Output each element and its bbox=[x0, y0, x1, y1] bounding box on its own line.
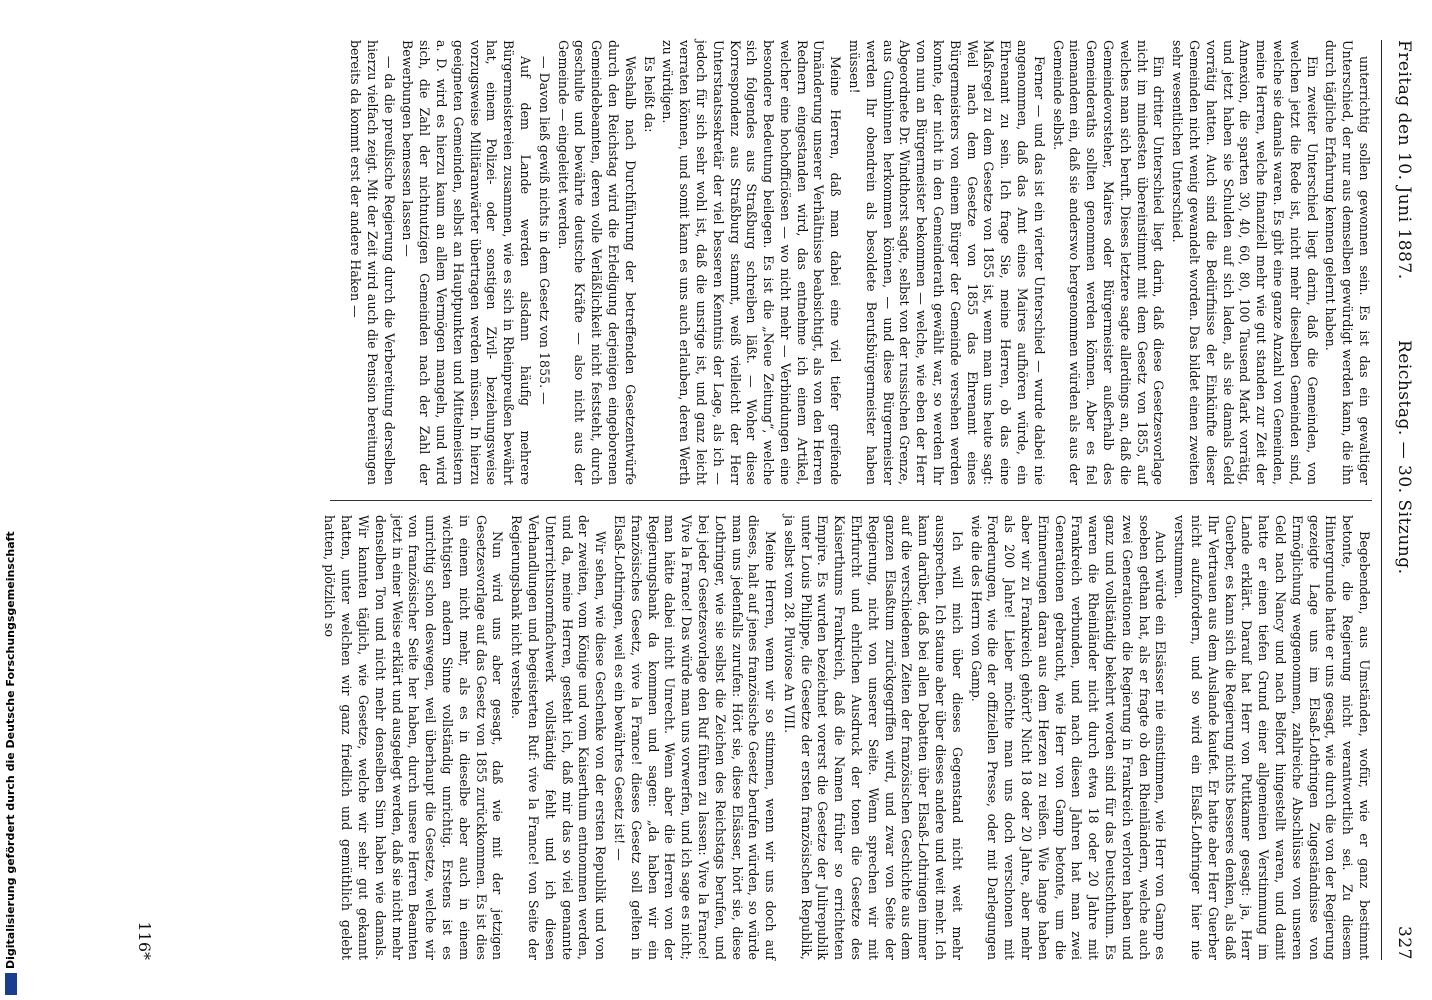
paragraph: Begebenden, aus Umständen, wofür, wie er ganz bestimmt betonte, die Regierung nicht verantwortlich sei. Zu diesem Hintergrunde hatte er uns gesagt, wie durch die von der Regierung gezeigte Lage uns im Elsaß-Lothringen Zugeständnisse von Ermöglichung weggenommen, zahlreiche Abschlüsse von unseren Geld nach Nancy und nach Belfort hingestellt waren, und damit hatte er einen tiefen Grund einer allgemeinen Verstimmung im Lande erklärt. Darauf hat Herr von Puttkamer gesagt: ja, Herr Guerber, es kann sich die Regierung nichts besseres denken, als daß Ihr Vertrauen aus dem Auslande kaufet. Er hatte aber Herr Guerber nicht aufzufordern, und so wird ein Elsaß-Lothringer hier nie verstummen. bbox=[1172, 515, 1372, 960]
header-title: Reichstag. — 30. Sitzung. bbox=[1394, 340, 1414, 575]
paragraph: — Davon ließ gewiß nichts in dem Gesetz von 1855. — bbox=[536, 56, 552, 405]
paragraph: Wir sehen, wie diese Geschenke von der ersten Republik und von der zweiten, vom Könige und vom Kaiserthum entnommen werden, und da, meine Herren, gesteht ich, daß mir das so viel genannte Unterrichtsnormfachwerk vollständig fehlt und ich diesen Verhandlungen und begeisterten Ruf: vive la France! von Seite der Regierungsbank nicht verstehe. bbox=[509, 515, 609, 960]
paragraph: Meine Herren, daß man dabei eine viel tiefer greifende Umänderung unserer Verhältnisse beabsichtigt, als von den Herren Rednern eingestanden wird, das entnehme ich einem Artikel, welcher eine hochofficiösen — wo nicht mehr — Verbindungen eine besondere Bedeutung beilegen. Es ist die „Neue Zeitung“, welche sich folgendes aus Straßburg schreiben läßt. — Woher diese Korrespondenz aus Straßburg stammt, weiß vielleicht der Herr Unterstaatssekretär der viel besseren Kenntnis der Lage, als ich — jedoch für sich sehr wohl ist, daß die unsrige ist, und ganz leicht verraten können, und somit kann es uns auch erlauben, deren Werth zu würdigen. bbox=[660, 40, 844, 485]
paragraph: Ein dritter Unterschied liegt darin, daß diese Gesetzesvorlage nicht im mindesten übereinstimmt mit dem Gesetz von 1855, auf welches man sich beruft. Dieses letztere sagte allerdings an, daß die Gemeindevorsteher, Maires oder Bürgermeister außerhalb des Gemeinderaths sollten genommen werden können. Aber es fiel niemandem ein, daß sie anderswo hergenommen würden als aus der Gemeinde selbst. bbox=[1050, 40, 1167, 485]
signature-mark: 116* bbox=[135, 921, 154, 960]
paragraph: Meine Herren, wenn wir so stimmen, wenn wir uns doch auf dieses, halt auf jenes französische Gesetz berufen würden, so würde man uns jedenfalls zurufen: Hört sie, diese Elsässer, hört sie, diese Lothringer, wie sie selbst die Zeichen des Reichstags berufen, und bei jeder Gesetzesvorlage den Ruf führen zu lassen: Vive la France! Vive la France! Das würde man uns vorwerfen, und ich sage es nicht; man hätte dabei nicht Unrecht. Wenn aber die Herren von der Regierungsbank da kommen und sagen: „da haben wir ein französisches Gesetz, vive la France! dieses Gesetz soll gelten in Elsaß-Lothringen, weil es ein bewährtes Gesetz ist! — bbox=[611, 515, 779, 960]
paragraph: Ich will mich über dieses Gegenstand nicht weit mehr aussprechen. Ich staune aber über dieses andere und weit mehr. Ich kann darüber, daß bei allen Debatten über Elsaß-Lothringen immer auf die verschiedenen Zeiten der französischen Geschichte aus dem ganzen Elsaßtum zurückgegriffen wird, und zwar von Seite der Regierung, nicht von unserer Seite. Wenn sprechen wir mit Ehrfurcht und ehrlichen Ausdruck der tonen die Gesetze des Kaiserthums Frankreich, daß die Namen früher so errichteten Empire. Es wurden bezeichnet vorerst die Gesetze der Julirepublik unter Louis Philippe, die Gesetze der ersten französischen Republik, ja selbst vom 28. Pluviose An VIII. bbox=[781, 515, 965, 960]
credit-text: Digitalisierung gefördert durch die Deutsche Forschungsgemeinschaft bbox=[4, 531, 17, 969]
header-date: Freitag den 10. Juni 1887. bbox=[1394, 40, 1414, 280]
text-column-left bbox=[344, 40, 1372, 485]
paragraph: Ferner — und das ist ein vierter Unterschied — wurde dabei nie angenommen, daß das Amt eines Maires aufhören würde, ein Ehrenamt zu sein. Ich frage Sie, meine Herren, ob das eine Maßregel zu dem Gesetze von 1855 ist, wenn man uns heute sagt: Weil nach dem Gesetze von 1855 das Ehrenamt eines Bürgermeisters von einem Bürger der Gemeinde versehen werden konnte, der nicht in den Gemeinderath gewählt war, so werden Ihr von nun an Bürgermeister bekommen — welche, wie eben der Herr Abgeordnete Dr. Windthorst sagte, selbst von der russischen Grenze, aus Gumbinnen herkommen können, — und diese Bürgermeister werden Ihr obendrein als besoldete Berufsbürgermeister haben müssen! bbox=[847, 40, 1047, 485]
paragraph: Weshalb nach Durchführung der betreffenden Gesetzentwürfe durch den Reichstag wird die Erledigung derjenigen eingeborenen Gemeindebeamten, deren volle Verläßlichkeit nicht feststeht, durch geschulte und bewährte deutsche Kräfte — also nicht aus der Gemeinde — eingeleitet werden. bbox=[555, 40, 638, 485]
column-divider bbox=[330, 500, 1372, 501]
paragraph: — da die preußische Regierung durch die Verbereitung derselben hierzu vielfach zeigt. Mit der Zeit wird auch die Pension bereitungen bereits da kommt erst der andere Haken — bbox=[347, 40, 397, 485]
digitization-credit bbox=[4, 531, 17, 995]
page-header bbox=[1384, 40, 1414, 960]
paragraph: Ein zweiter Unterschied liegt darin, daß die Gemeinden, von welchen jetzt die Rede ist, nicht mehr dieselben Gemeinden sind, welche sie damals waren. Es gibt eine ganze Anzahl von Gemeinden, meine Herren, welche finanziell mehr wie gut standen zur Zeit der Annexion, die sparten 30, 40, 60, 80, 100 Tausend Mark vorrätig, und jetzt haben sie Schulden auf sich laden, als sie damals Geld vorrätig hatten. Auch sind die Bedürfnisse der Einkünfte dieser Gemeinden nicht wenig gewandelt worden. Das bildet einen zweiten sehr wesentlichen Unterschied. bbox=[1170, 40, 1320, 485]
paragraph: unterrichtig sollen gewonnen sein. Es ist das ein gewaltiger Unterschied, der nur aus demselben gewürdigt werden kann, die ihn durch tägliche Erfahrung kennen gelernt haben. bbox=[1323, 40, 1372, 485]
paragraph: Es heißt da: bbox=[641, 56, 657, 133]
paragraph: Auch würde ein Elsässer nie einstimmen, wie Herr von Gamp es soeben gethan hat, als er fragte ob den Rheinländern, welche auch zwei Generationen die Regierung in Frankreich verloren haben und ganz und vollständig bekehrt worden sind für das Deutschthum. Es waren die Rheinländer nicht durch etwa 18 oder 20 Jahre mit Frankreich verbunden, und nach diesen Jahren hat man zwei Generationen gebraucht, wie Herr von Gamp betonte, um die Erinnerungen daran aus dem Herzen zu reißen. Wie lange haben aber wir zu Frankreich gehört? Nicht 18 oder 20 Jahre, aber mehr als 200 Jahre! Lieber möchte man uns doch verschonen mit Forderungen, wie die der offiziellen Presse, oder mit Darlegungen wie die des Herrn von Gamp. bbox=[968, 515, 1169, 960]
header-rule bbox=[1381, 40, 1382, 960]
dfg-logo-icon bbox=[5, 973, 17, 995]
text-column-right bbox=[319, 515, 1372, 960]
paragraph: Auf dem Lande werden alsdann häufig mehrere Bürgermeistereien zusammen, wie es sich in Rheinpreußen bewährt hat, einem Polizei- oder sonstigen Zivil- beziehungsweise vorzugsweise Militäranwärter übertragen werden müssen. In hierzu geeigneten Gemeinden, selbst an Hauptpunkten und Mittelmeistern a. D. wird es hierzu kaum an allem Vermögen mangeln, und wird sich, die Zahl der nichtnutzigen Gemeinden nach der Zahl der Bewerbungen bemessen lassen — bbox=[400, 40, 533, 485]
paragraph: Nun wird uns aber gesagt, daß wie mit der jetzigen Gesetzesvorlage auf das Gesetz von 1855 zurückkommen. Es ist dies in einem nicht mehr, als es in dieselbe aber auch in einem wichtigsten andern Sinne vollständig unrichtig. Erstens ist es unrichtig schon deswegen, weil überhaupt die Gesetze, welche wir von französischer Seite her haben, durch unsere Herren Beamten jetzt in einer Weise erklärt und ausgelegt werden, daß sie nicht mehr denselben Ton und nicht mehr denselben Sinn haben wie damals. Wir kannten täglich, wie Gesetze, welche wir sehr gut gekannt hatten, unter welchen wir ganz friedlich und gemüthlich gelebt hatten, plötzlich so bbox=[322, 515, 506, 960]
page-number: 327 bbox=[1394, 926, 1414, 960]
